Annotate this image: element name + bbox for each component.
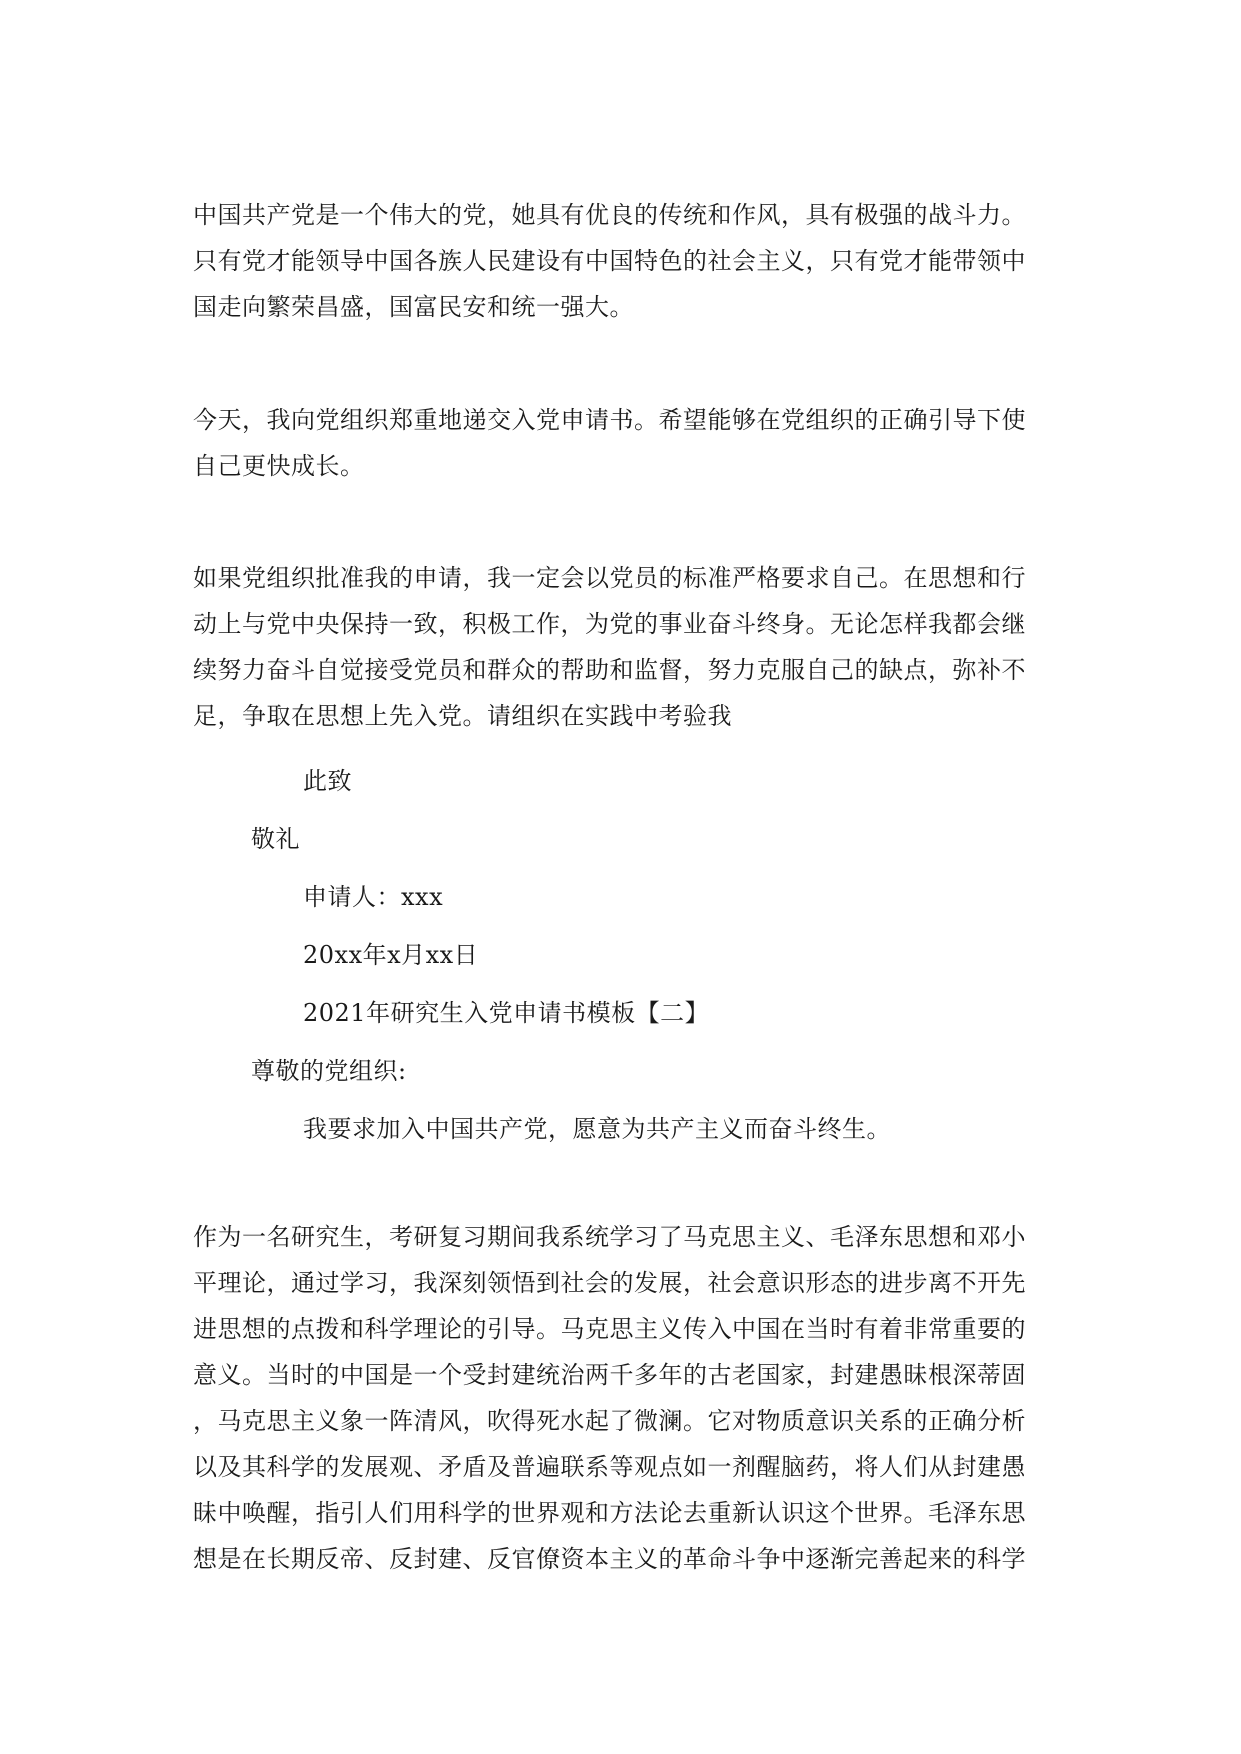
paragraph4-line-1: 作为一名研究生，考研复习期间我系统学习了马克思主义、毛泽东思想和邓小 [193, 1223, 1026, 1251]
paragraph4-line-4: 意义。当时的中国是一个受封建统治两千多年的古老国家，封建愚昧根深蒂固 [193, 1361, 1026, 1389]
opening-line: 我要求加入中国共产党，愿意为共产主义而奋斗终生。 [303, 1115, 891, 1143]
paragraph2-line-1: 今天，我向党组织郑重地递交入党申请书。希望能够在党组织的正确引导下使 [193, 406, 1026, 434]
paragraph4-line-3: 进思想的点拨和科学理论的引导。马克思主义传入中国在当时有着非常重要的 [193, 1315, 1026, 1343]
application-date: 20xx年x月xx日 [303, 941, 479, 969]
paragraph1-line-2: 只有党才能领导中国各族人民建设有中国特色的社会主义，只有党才能带领中 [193, 247, 1026, 275]
paragraph2-line-2: 自己更快成长。 [193, 452, 365, 480]
paragraph4-line-5: ，马克思主义象一阵清风，吹得死水起了微澜。它对物质意识关系的正确分析 [193, 1407, 1026, 1435]
paragraph3-line-4: 足，争取在思想上先入党。请组织在实践中考验我 [193, 702, 732, 730]
paragraph3-line-1: 如果党组织批准我的申请，我一定会以党员的标准严格要求自己。在思想和行 [193, 564, 1026, 592]
closing-jingli: 敬礼 [251, 825, 300, 853]
paragraph4-line-8: 想是在长期反帝、反封建、反官僚资本主义的革命斗争中逐渐完善起来的科学 [193, 1545, 1026, 1573]
paragraph4-line-6: 以及其科学的发展观、矛盾及普遍联系等观点如一剂醒脑药，将人们从封建愚 [193, 1453, 1026, 1481]
paragraph4-line-2: 平理论，通过学习，我深刻领悟到社会的发展，社会意识形态的进步离不开先 [193, 1269, 1026, 1297]
closing-cizhi: 此致 [303, 767, 352, 795]
salutation: 尊敬的党组织: [251, 1057, 407, 1085]
applicant-name: 申请人：xxx [303, 883, 444, 911]
paragraph4-line-7: 昧中唤醒，指引人们用科学的世界观和方法论去重新认识这个世界。毛泽东思 [193, 1499, 1026, 1527]
section-title: 2021年研究生入党申请书模板【二】 [303, 999, 710, 1027]
paragraph3-line-3: 续努力奋斗自觉接受党员和群众的帮助和监督，努力克服自己的缺点，弥补不 [193, 656, 1026, 684]
paragraph1-line-1: 中国共产党是一个伟大的党，她具有优良的传统和作风，具有极强的战斗力。 [193, 201, 1026, 229]
paragraph1-line-3: 国走向繁荣昌盛，国富民安和统一强大。 [193, 293, 634, 321]
paragraph3-line-2: 动上与党中央保持一致，积极工作，为党的事业奋斗终身。无论怎样我都会继 [193, 610, 1026, 638]
